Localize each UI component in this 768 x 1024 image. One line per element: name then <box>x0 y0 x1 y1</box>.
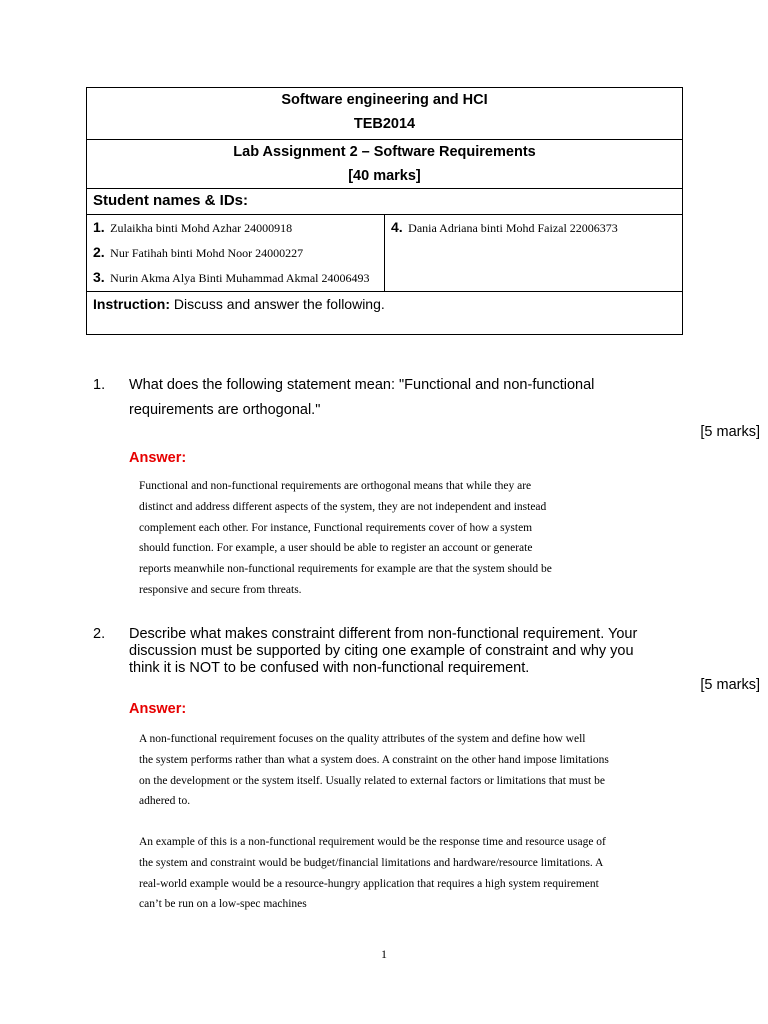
question-text <box>129 626 683 677</box>
answer-line: on the development or the system itself. Usually related to external factors or limitations that must be <box>139 774 605 787</box>
course-code: TEB2014 <box>353 116 416 132</box>
answer-line: An example of this is a non-functional requirement would be the response time and resource usage of <box>139 836 606 848</box>
question-2 <box>93 626 683 677</box>
assignment-header-table <box>86 87 683 335</box>
answer-line: reports meanwhile non-functional requirements for example are that the system should be <box>139 563 552 576</box>
answer-2-label: Answer: <box>129 701 187 717</box>
lab-cell <box>87 140 683 189</box>
students-left-cell <box>87 215 385 292</box>
question-2-marks: [5 marks] <box>700 677 760 693</box>
students-label-cell <box>87 189 683 215</box>
answer-1-text <box>139 476 679 601</box>
answer-line: complement each other. For instance, Functional requirements cover of how a system <box>139 521 533 534</box>
question-text-line: requirements are orthogonal." <box>129 402 321 418</box>
student-entry <box>93 215 378 240</box>
instruction <box>93 292 676 314</box>
question-number: 1. <box>93 377 106 393</box>
answer-line: the system and constraint would be budget/financial limitations and hardware/resource limitations. A <box>139 856 604 869</box>
page-number: 1 <box>381 947 387 961</box>
students-right-cell <box>385 215 683 292</box>
answer-line: distinct and address different aspects of the system, they are not independent and instead <box>139 500 547 513</box>
question-1 <box>93 373 683 423</box>
students-label: Student names & IDs: <box>93 192 249 209</box>
student-name: Dania Adriana binti Mohd Faizal 22006373 <box>408 221 618 235</box>
answer-line: the system performs rather than what a system does. A constraint on the other hand impose limitations <box>139 753 609 766</box>
answer-line: responsive and secure from threats. <box>139 583 302 596</box>
instruction-label: Instruction: <box>93 296 170 312</box>
answer-line: adhered to. <box>139 795 191 808</box>
student-number: 2. <box>93 244 105 260</box>
student-number: 3. <box>93 269 105 285</box>
question-text-line: think it is NOT to be confused with non-functional requirement. <box>129 660 530 676</box>
student-name: Nurin Akma Alya Binti Muhammad Akmal 24006493 <box>110 271 370 285</box>
student-entry <box>391 215 676 240</box>
answer-line: Functional and non-functional requirements are orthogonal means that while they are <box>139 480 532 492</box>
lab-title: Lab Assignment 2 – Software Requirements <box>233 144 536 160</box>
lab-total-marks: [40 marks] <box>348 168 421 184</box>
instruction-text: Discuss and answer the following. <box>170 296 385 312</box>
student-name: Nur Fatihah binti Mohd Noor 24000227 <box>110 246 304 260</box>
student-number: 4. <box>391 219 403 235</box>
question-number: 2. <box>93 626 106 642</box>
question-text-line: What does the following statement mean: "Functional and non-functional <box>129 377 595 393</box>
question-text <box>129 373 683 423</box>
answer-2-paragraph-1 <box>139 729 679 812</box>
student-entry <box>93 240 378 265</box>
question-1-marks: [5 marks] <box>700 424 760 440</box>
question-text-line: discussion must be supported by citing one example of constraint and why you <box>129 643 634 659</box>
course-cell <box>87 88 683 140</box>
answer-line: should function. For example, a user should be able to register an account or generate <box>139 542 533 555</box>
question-text-line: Describe what makes constraint different from non-functional requirement. Your <box>129 626 638 642</box>
answer-line: real-world example would be a resource-hungry application that requires a high system requirement <box>139 877 599 890</box>
answer-2-paragraph-2 <box>139 832 679 915</box>
answer-line: can’t be run on a low-spec machines <box>139 898 307 911</box>
student-entry <box>93 265 378 290</box>
course-title: Software engineering and HCI <box>281 92 488 108</box>
student-name: Zulaikha binti Mohd Azhar 24000918 <box>110 221 293 235</box>
instruction-cell <box>87 292 683 335</box>
student-number: 1. <box>93 219 105 235</box>
answer-1-label: Answer: <box>129 450 187 466</box>
answer-line: A non-functional requirement focuses on the quality attributes of the system and define how well <box>139 733 586 745</box>
